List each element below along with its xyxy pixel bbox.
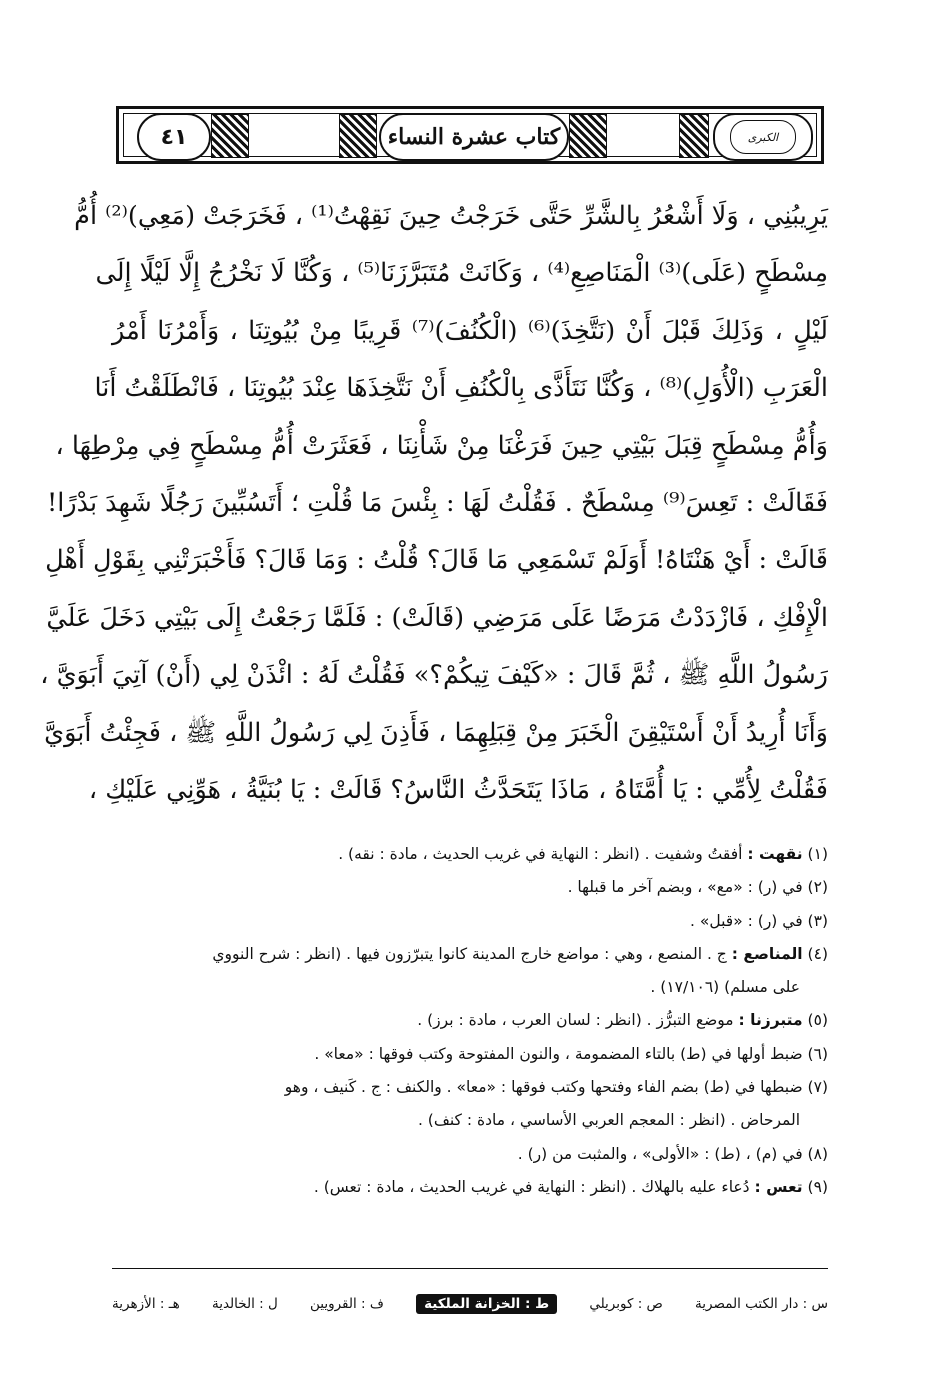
text-line: وَأُمُّ مِسْطَحٍ قِبَلَ بَيْتِي حِينَ فَرَغْنَا مِنْ شَأْنِنَا ، فَعَثَرَتْ أُمُّ مِسْطَحٍ فِي مِرْطِهَا ، <box>55 430 828 461</box>
legend-item: ف : القرويين <box>309 1296 384 1312</box>
footnote-text: في (ر) : «قبل» . <box>690 911 803 930</box>
footnote <box>112 1171 828 1204</box>
manuscript-legend <box>112 1291 828 1317</box>
text-line: يَرِيبُنِي ، وَلَا أَشْعُرُ بِالشَّرِّ حَتَّى خَرَجْتُ حِينَ نَقِهْتُ⁽¹⁾ ، فَخَرَجَتْ (مَعِي)⁽²⁾ أُمُّ <box>74 201 828 231</box>
text-line: وَأَنَا أُرِيدُ أَنْ أَسْتَيْقِنَ الْخَبَرَ مِنْ قِبَلِهِمَا ، فَأَذِنَ لِي رَسُولُ اللَّهِ ﷺ ، فَجِئْتُ أَبَوَيَّ <box>44 717 828 748</box>
chapter-title: كتاب عشرة النساء <box>379 113 569 161</box>
footnotes <box>112 838 828 1204</box>
footnote <box>112 871 828 904</box>
book-logo <box>713 113 813 161</box>
ornament-pattern <box>211 114 249 158</box>
footnote-text: ج . المنصع ، وهي : مواضع خارج المدينة كانوا يتبرّزون فيها . (انظر : شرح النووي <box>212 944 727 963</box>
footnote-text: المرحاض . (انظر : المعجم العربي الأساسي ، مادة : كنف) . <box>417 1111 800 1130</box>
text-line: الْعَرَبِ (الْأُوَلِ)⁽⁸⁾ ، وَكُنَّا نَتَأَذَّى بِالْكُنُفِ أَنْ نَتَّخِذَهَا عِنْدَ بُيُوتِنَا ، فَانْطَلَقْتُ أَنَا <box>94 373 828 404</box>
footnote <box>112 1038 828 1071</box>
footnote-text: في (م) ، (ط) : «الأولى» ، والمثبت من (ر) . <box>517 1144 803 1163</box>
main-text <box>40 188 829 819</box>
footnote-text: في (ر) : «مع» ، وبضم آخر ما قبلها . <box>567 878 803 897</box>
footnote-text: ضبط أولها في (ط) بالتاء المضمومة ، والنون المفتوحة وكتب فوقها : «معا» . <box>314 1044 803 1063</box>
legend-item: ط : الخزانة الملكية <box>416 1294 557 1314</box>
footer-divider <box>112 1268 828 1269</box>
legend-item: ل : الخالدية <box>211 1296 278 1312</box>
legend-item: هـ : الأزهرية <box>112 1296 180 1312</box>
footnote <box>112 1004 828 1037</box>
legend-item: س : دار الكتب المصرية <box>695 1296 828 1312</box>
logo-seal-icon: الكبرى <box>730 120 796 154</box>
footnote-number: (٥) <box>807 1011 828 1030</box>
footnote-term: نقهت : <box>747 845 803 863</box>
footnote-number: (٣) <box>807 911 828 930</box>
footnote-text: على مسلم) (١٧/١٠٦) . <box>650 978 800 997</box>
footnote-number: (٩) <box>807 1177 828 1196</box>
footnote <box>112 905 828 938</box>
footnote <box>112 1138 828 1171</box>
footnote-number: (٦) <box>807 1044 828 1063</box>
footnote <box>112 938 828 971</box>
footnote-text: دُعاء عليه بالهلاك . (انظر : النهاية في غريب الحديث ، مادة : تعس) . <box>313 1177 750 1196</box>
text-line: فَقُلْتُ لِأُمِّي : يَا أُمَّتَاهُ ، مَاذَا يَتَحَدَّثُ النَّاسُ؟ قَالَتْ : يَا بُنَيَّةُ ، هَوِّنِي عَلَيْكِ ، <box>88 775 828 806</box>
footnote <box>112 1071 828 1104</box>
footnote <box>112 838 828 871</box>
footnote-number: (٨) <box>807 1144 828 1163</box>
text-line: لَيْلٍ ، وَذَلِكَ قَبْلَ أَنْ (نَتَّخِذَ)⁽⁶⁾ (الْكُنُفَ)⁽⁷⁾ قَرِيبًا مِنْ بُيُوتِنَا ، وَأَمْرُنَا أَمْرُ <box>112 315 829 346</box>
footnote <box>112 971 828 1004</box>
footnote-term: متبرزنا : <box>738 1011 803 1030</box>
footnote-number: (١) <box>807 845 828 863</box>
legend-item: ص : كوبريلي <box>589 1296 663 1312</box>
ornament-pattern <box>679 114 709 158</box>
text-line: رَسُولُ اللَّهِ ﷺ ، ثُمَّ قَالَ : «كَيْفَ تِيكُمْ؟» فَقُلْتُ لَهُ : ائْذَنْ لِي (أَنْ) آتِيَ أَبَوَيَّ ، <box>40 660 828 691</box>
ornament-pattern <box>339 114 377 158</box>
footnote-term: المناصع : <box>731 944 803 963</box>
page-number: ٤١ <box>137 113 211 161</box>
footnote <box>112 1104 828 1137</box>
text-line: مِسْطَحٍ (عَلَى)⁽³⁾ الْمَنَاصِعِ⁽⁴⁾ ، وَكَانَتْ مُتَبَرَّزَنَا⁽⁵⁾ ، وَكُنَّا لَا نَخْرُجُ إِلَّا لَيْلًا إِلَى <box>95 258 828 289</box>
text-line: قَالَتْ : أَيْ هَنْتَاهُ! أَوَلَمْ تَسْمَعِي مَا قَالَ؟ قُلْتُ : وَمَا قَالَ؟ فَأَخْبَرَتْنِي بِقَوْلِ أَهْلِ <box>45 545 828 576</box>
text-line: فَقَالَتْ : تَعِسَ⁽⁹⁾ مِسْطَحٌ . فَقُلْتُ لَهَا : بِئْسَ مَا قُلْتِ ؛ أَتَسُبِّينَ رَجُلًا شَهِدَ بَدْرًا! <box>46 488 828 519</box>
text-line: الْإِفْكِ ، فَازْدَدْتُ مَرَضًا عَلَى مَرَضِي (قَالَتْ) : فَلَمَّا رَجَعْتُ إِلَى بَيْتِي دَخَلَ عَلَيَّ <box>46 602 828 633</box>
footnote-number: (٤) <box>807 944 828 963</box>
footnote-term: تعس : <box>754 1177 803 1196</box>
footnote-text: ضبطها في (ط) بضم الفاء وفتحها وكتب فوقها : «معا» . والكنف : ج . كَنيف ، وهو <box>284 1078 803 1097</box>
page-header <box>116 106 824 164</box>
ornament-pattern <box>569 114 607 158</box>
footnote-number: (٧) <box>807 1078 828 1097</box>
footnote-text: موضع التبرُّز . (انظر : لسان العرب ، مادة : برز) . <box>417 1011 734 1030</box>
footnote-text: أفقتُ وشفيت . (انظر : النهاية في غريب الحديث ، مادة : نقه) . <box>338 845 743 863</box>
footnote-number: (٢) <box>807 878 828 897</box>
